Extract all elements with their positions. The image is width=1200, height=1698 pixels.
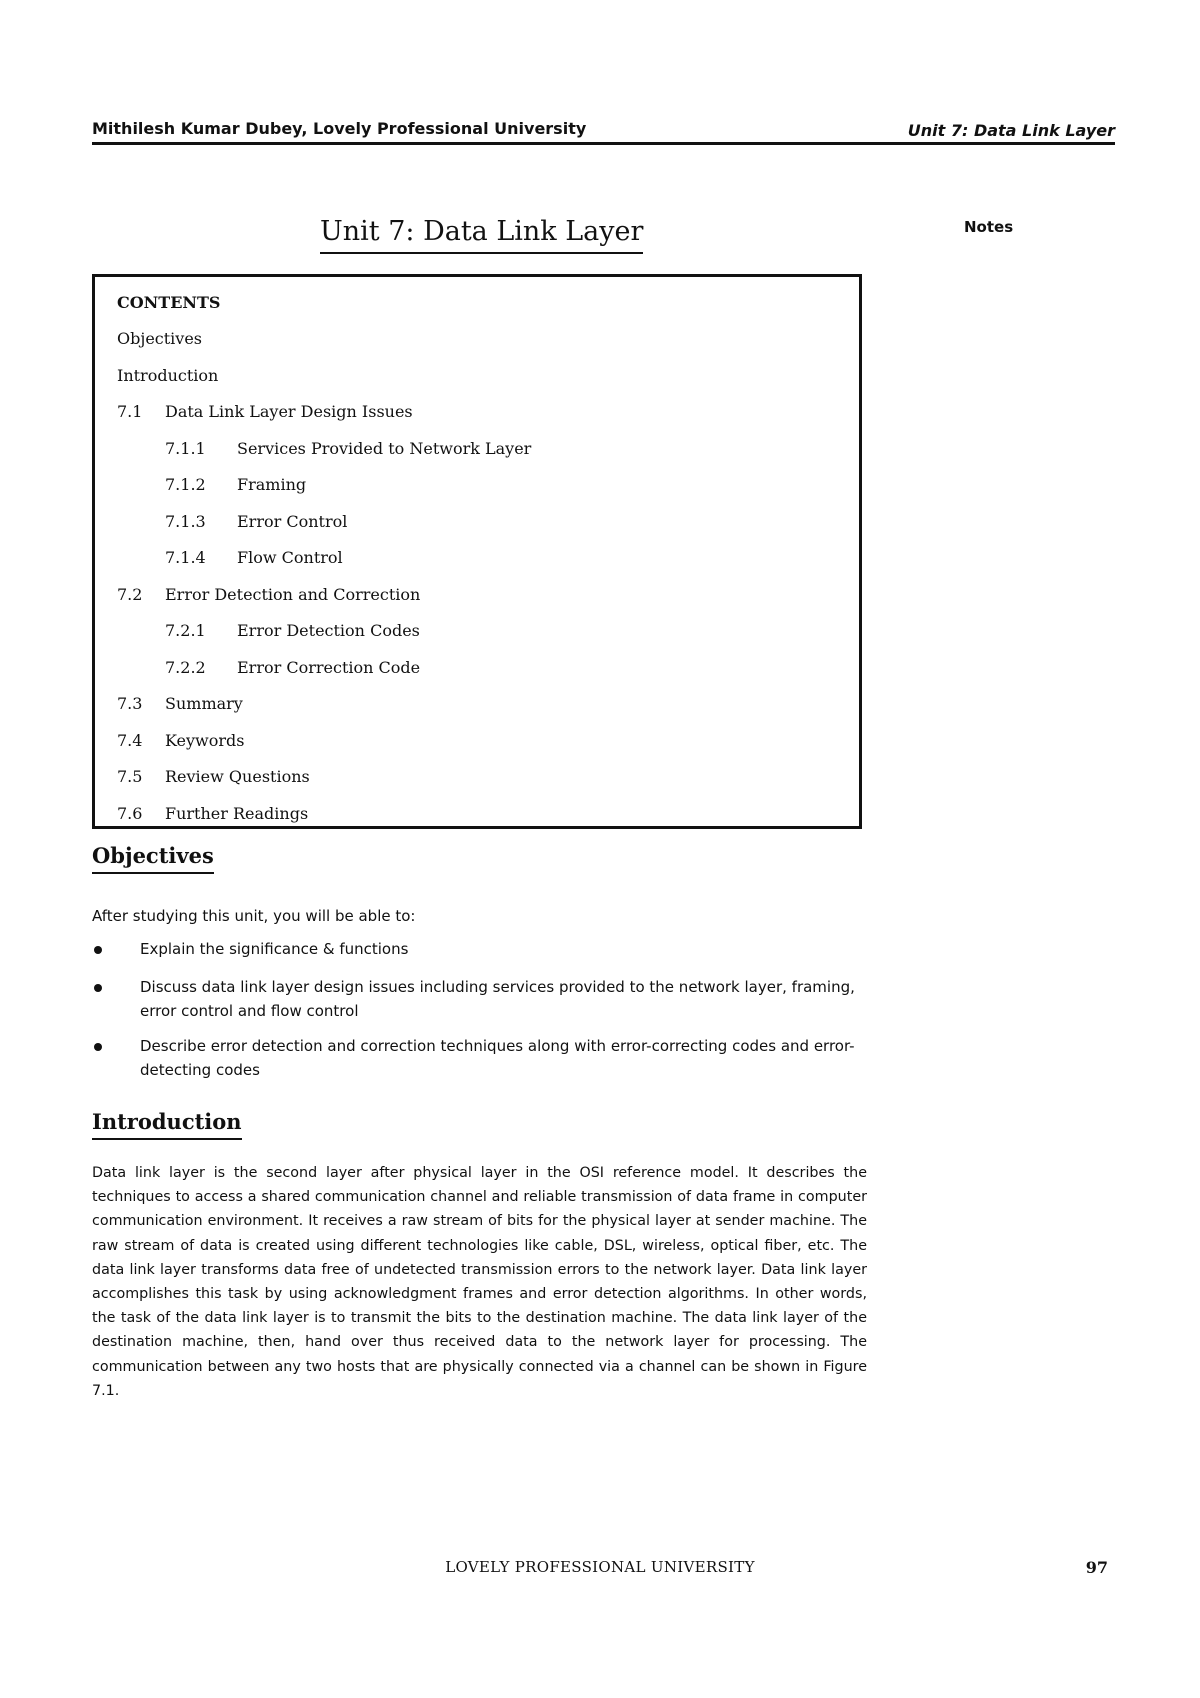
toc-entry-number: 7.2 xyxy=(117,585,143,604)
toc-entry-text: Error Detection Codes xyxy=(237,621,420,640)
bullet-icon xyxy=(94,984,102,992)
page-title: Unit 7: Data Link Layer xyxy=(320,214,643,254)
toc-entry-number: 7.3 xyxy=(117,694,143,713)
toc-entry-text: Error Control xyxy=(237,512,348,531)
toc-entry-text: Error Detection and Correction xyxy=(165,585,421,604)
running-header-unit: Unit 7: Data Link Layer xyxy=(907,121,1115,140)
toc-entry-number: 7.6 xyxy=(117,804,143,823)
bullet-icon xyxy=(94,946,102,954)
toc-entry-text: Framing xyxy=(237,475,307,494)
header-rule xyxy=(92,142,1115,145)
toc-entry-text: Keywords xyxy=(165,731,245,750)
toc-entry-number: 7.1.3 xyxy=(165,512,206,531)
bullet-icon xyxy=(94,1043,102,1051)
toc-entry-text: Data Link Layer Design Issues xyxy=(165,402,413,421)
toc-entry-number: 7.2.1 xyxy=(165,621,206,640)
toc-entry-number: 7.4 xyxy=(117,731,143,750)
introduction-paragraph: Data link layer is the second layer after physical layer in the OSI reference model. It describes the techniques to access a shared communication channel and reliable transmission of data frame in computer communication environment. It receives a raw stream of bits for the physical layer at sender machine. The raw stream of data is created using different technologies like cable, DSL, wireless, optical fiber, etc. The data link layer transforms data free of undetected transmission errors to the network layer. Data link layer accomplishes this task by using acknowledgment frames and error detection algorithms. In other words, the task of the data link layer is to transmit the bits to the destination machine. The data link layer of the destination machine, then, hand over thus received data to the network layer for processing. The communication between any two hosts that are physically connected via a channel can be shown in Figure 7.1. xyxy=(92,1165,867,1399)
toc-entry-text: Error Correction Code xyxy=(237,658,421,677)
objectives-intro: After studying this unit, you will be able to: xyxy=(92,907,416,925)
toc-entry-text: Summary xyxy=(165,694,243,713)
footer-university: LOVELY PROFESSIONAL UNIVERSITY xyxy=(445,1558,755,1576)
toc-entry-text: Flow Control xyxy=(237,548,343,567)
objective-bullet: Describe error detection and correction techniques along with error-correcting codes and error-detecting codes xyxy=(140,1037,855,1079)
contents-heading: CONTENTS xyxy=(117,293,221,312)
objective-bullet: Explain the significance & functions xyxy=(140,940,409,958)
objectives-heading: Objectives xyxy=(92,842,214,874)
toc-entry-number: 7.1.2 xyxy=(165,475,206,494)
toc-entry-text: Further Readings xyxy=(165,804,309,823)
toc-entry-text: Objectives xyxy=(117,329,203,348)
running-header-author: Mithilesh Kumar Dubey, Lovely Professional University xyxy=(92,119,587,138)
toc-entry-number: 7.2.2 xyxy=(165,658,206,677)
toc-entry-text: Introduction xyxy=(117,366,219,385)
toc-entry-number: 7.5 xyxy=(117,767,143,786)
contents-box xyxy=(92,274,862,829)
toc-entry-number: 7.1 xyxy=(117,402,143,421)
toc-entry-number: 7.1.1 xyxy=(165,439,206,458)
page-number: 97 xyxy=(1085,1558,1108,1577)
objective-bullet: Discuss data link layer design issues including services provided to the network layer, framing, error control and flow control xyxy=(140,978,855,1020)
notes-margin-label: Notes xyxy=(964,218,1014,236)
toc-entry-number: 7.1.4 xyxy=(165,548,206,567)
introduction-heading: Introduction xyxy=(92,1108,242,1140)
toc-entry-text: Services Provided to Network Layer xyxy=(237,439,532,458)
toc-entry-text: Review Questions xyxy=(165,767,310,786)
